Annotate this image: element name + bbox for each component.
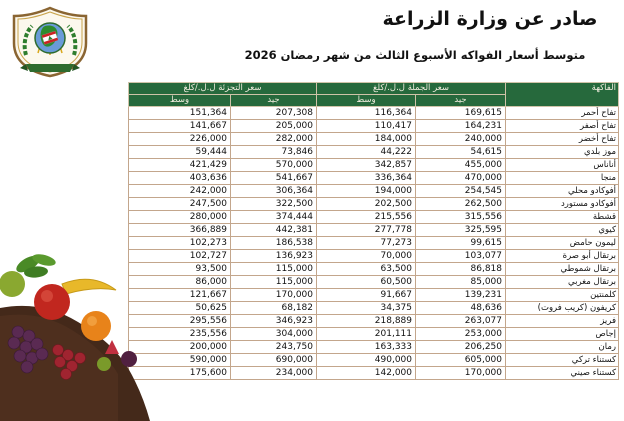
- wholesale-mid-cell: 277,778: [317, 224, 416, 237]
- wholesale-good-cell: 103,077: [416, 250, 506, 263]
- wholesale-good-cell: 86,818: [416, 263, 506, 276]
- wholesale-mid-cell: 201,111: [317, 328, 416, 341]
- retail-mid-cell: 247,500: [129, 198, 231, 211]
- retail-good-cell: 115,000: [231, 263, 317, 276]
- fruit-name-cell: أفوكادو مستورد: [506, 198, 619, 211]
- wholesale-mid-cell: 116,364: [317, 107, 416, 120]
- wholesale-good-cell: 240,000: [416, 133, 506, 146]
- page-title: صادر عن وزارة الزراعة: [382, 8, 598, 30]
- retail-good-cell: 170,000: [231, 289, 317, 302]
- wholesale-mid-cell: 163,333: [317, 341, 416, 354]
- wholesale-mid-cell: 63,500: [317, 263, 416, 276]
- retail-mid-cell: 102,273: [129, 237, 231, 250]
- retail-mid-cell: 403,636: [129, 172, 231, 185]
- fruit-name-cell: كستناء تركي: [506, 354, 619, 367]
- fruit-name-cell: موز بلدي: [506, 146, 619, 159]
- wholesale-mid-cell: 202,500: [317, 198, 416, 211]
- wholesale-good-cell: 455,000: [416, 159, 506, 172]
- fruit-name-cell: برتقال مغربي: [506, 276, 619, 289]
- retail-group-header: سعر التجزئة ل.ل./كلغ: [129, 83, 317, 95]
- wholesale-mid-cell: 184,000: [317, 133, 416, 146]
- retail-mid-cell: 242,000: [129, 185, 231, 198]
- table-row: [129, 107, 619, 120]
- retail-good-cell: 136,923: [231, 250, 317, 263]
- wholesale-good-cell: 54,615: [416, 146, 506, 159]
- retail-good-cell: 442,381: [231, 224, 317, 237]
- wholesale-good-cell: 99,615: [416, 237, 506, 250]
- table-row: [129, 146, 619, 159]
- wholesale-good-header: جيد: [416, 95, 506, 107]
- wholesale-good-cell: 85,000: [416, 276, 506, 289]
- fruit-name-cell: برتقال شموطي: [506, 263, 619, 276]
- retail-mid-cell: 141,667: [129, 120, 231, 133]
- wholesale-good-cell: 325,595: [416, 224, 506, 237]
- retail-good-cell: 205,000: [231, 120, 317, 133]
- fruits-photo: [0, 246, 165, 421]
- table-row: [129, 315, 619, 328]
- wholesale-good-cell: 263,077: [416, 315, 506, 328]
- fruit-name-cell: تفاح أحمر: [506, 107, 619, 120]
- fruit-price-table: [128, 82, 619, 380]
- wholesale-good-cell: 170,000: [416, 367, 506, 380]
- retail-mid-cell: 50,625: [129, 302, 231, 315]
- table-row: [129, 224, 619, 237]
- table-row: [129, 172, 619, 185]
- wholesale-mid-cell: 110,417: [317, 120, 416, 133]
- wholesale-good-cell: 139,231: [416, 289, 506, 302]
- retail-mid-cell: 280,000: [129, 211, 231, 224]
- fruit-name-cell: كيوي: [506, 224, 619, 237]
- wholesale-good-cell: 315,556: [416, 211, 506, 224]
- retail-mid-header: وسط: [129, 95, 231, 107]
- wholesale-group-header: سعر الجملة ل.ل./كلغ: [317, 83, 506, 95]
- fruit-name-cell: فريز: [506, 315, 619, 328]
- retail-good-cell: 234,000: [231, 367, 317, 380]
- table-row: [129, 341, 619, 354]
- wholesale-mid-cell: 215,556: [317, 211, 416, 224]
- table-row: [129, 328, 619, 341]
- retail-good-header: جيد: [231, 95, 317, 107]
- retail-mid-cell: 421,429: [129, 159, 231, 172]
- wholesale-mid-cell: 342,857: [317, 159, 416, 172]
- retail-mid-cell: 102,727: [129, 250, 231, 263]
- retail-good-cell: 374,444: [231, 211, 317, 224]
- retail-mid-cell: 121,667: [129, 289, 231, 302]
- retail-mid-cell: 200,000: [129, 341, 231, 354]
- fruit-column-header: الفاكهة: [506, 83, 619, 107]
- wholesale-mid-cell: 70,000: [317, 250, 416, 263]
- table-row: [129, 133, 619, 146]
- wholesale-mid-cell: 336,364: [317, 172, 416, 185]
- table-row: [129, 289, 619, 302]
- retail-mid-cell: 295,556: [129, 315, 231, 328]
- retail-mid-cell: 86,000: [129, 276, 231, 289]
- retail-good-cell: 73,846: [231, 146, 317, 159]
- fruit-name-cell: أناناس: [506, 159, 619, 172]
- table-row: [129, 263, 619, 276]
- retail-good-cell: 570,000: [231, 159, 317, 172]
- retail-mid-cell: 59,444: [129, 146, 231, 159]
- table-row: [129, 211, 619, 224]
- wholesale-mid-cell: 194,000: [317, 185, 416, 198]
- wholesale-good-cell: 206,250: [416, 341, 506, 354]
- fruit-name-cell: رمان: [506, 341, 619, 354]
- retail-good-cell: 304,000: [231, 328, 317, 341]
- fruit-name-cell: قشطة: [506, 211, 619, 224]
- wholesale-good-cell: 254,545: [416, 185, 506, 198]
- table-row: [129, 250, 619, 263]
- table-row: [129, 302, 619, 315]
- retail-good-cell: 346,923: [231, 315, 317, 328]
- fruit-name-cell: كريفون (كريب فروت): [506, 302, 619, 315]
- table-row: [129, 367, 619, 380]
- wholesale-good-cell: 605,000: [416, 354, 506, 367]
- wholesale-mid-cell: 34,375: [317, 302, 416, 315]
- table-body: [129, 107, 619, 380]
- wholesale-good-cell: 169,615: [416, 107, 506, 120]
- retail-good-cell: 68,182: [231, 302, 317, 315]
- table-row: [129, 237, 619, 250]
- table-row: [129, 198, 619, 211]
- retail-mid-cell: 366,889: [129, 224, 231, 237]
- wholesale-mid-cell: 490,000: [317, 354, 416, 367]
- retail-mid-cell: 151,364: [129, 107, 231, 120]
- wholesale-mid-cell: 91,667: [317, 289, 416, 302]
- fruit-name-cell: كلمنتين: [506, 289, 619, 302]
- retail-good-cell: 207,308: [231, 107, 317, 120]
- fruit-name-cell: برتقال أبو صرة: [506, 250, 619, 263]
- retail-good-cell: 115,000: [231, 276, 317, 289]
- wholesale-mid-cell: 60,500: [317, 276, 416, 289]
- wholesale-mid-cell: 44,222: [317, 146, 416, 159]
- fruit-name-cell: منجا: [506, 172, 619, 185]
- fruit-name-cell: إجاص: [506, 328, 619, 341]
- retail-mid-cell: 235,556: [129, 328, 231, 341]
- table-row: [129, 120, 619, 133]
- wholesale-good-cell: 262,500: [416, 198, 506, 211]
- wholesale-mid-header: وسط: [317, 95, 416, 107]
- wholesale-good-cell: 253,000: [416, 328, 506, 341]
- retail-good-cell: 186,538: [231, 237, 317, 250]
- ministry-of-agriculture-emblem-icon: [8, 5, 92, 79]
- wholesale-good-cell: 164,231: [416, 120, 506, 133]
- wholesale-mid-cell: 218,889: [317, 315, 416, 328]
- table-header: [129, 83, 619, 107]
- wholesale-good-cell: 48,636: [416, 302, 506, 315]
- wholesale-good-cell: 470,000: [416, 172, 506, 185]
- retail-mid-cell: 226,000: [129, 133, 231, 146]
- table-row: [129, 159, 619, 172]
- retail-mid-cell: 590,000: [129, 354, 231, 367]
- retail-good-cell: 690,000: [231, 354, 317, 367]
- page-subtitle: متوسط أسعار الفواكه الأسبوع الثالث من شهر رمضان 2026: [244, 48, 586, 62]
- retail-good-cell: 306,364: [231, 185, 317, 198]
- wholesale-mid-cell: 77,273: [317, 237, 416, 250]
- retail-mid-cell: 93,500: [129, 263, 231, 276]
- fruit-name-cell: تفاح أخضر: [506, 133, 619, 146]
- fruit-name-cell: أفوكادو محلي: [506, 185, 619, 198]
- wholesale-mid-cell: 142,000: [317, 367, 416, 380]
- retail-good-cell: 282,000: [231, 133, 317, 146]
- table-row: [129, 354, 619, 367]
- fruit-name-cell: ليمون حامض: [506, 237, 619, 250]
- retail-good-cell: 541,667: [231, 172, 317, 185]
- retail-mid-cell: 175,600: [129, 367, 231, 380]
- fruit-name-cell: كستناء صيني: [506, 367, 619, 380]
- table-row: [129, 185, 619, 198]
- retail-good-cell: 243,750: [231, 341, 317, 354]
- retail-good-cell: 322,500: [231, 198, 317, 211]
- table-row: [129, 276, 619, 289]
- fruit-name-cell: تفاح أصفر: [506, 120, 619, 133]
